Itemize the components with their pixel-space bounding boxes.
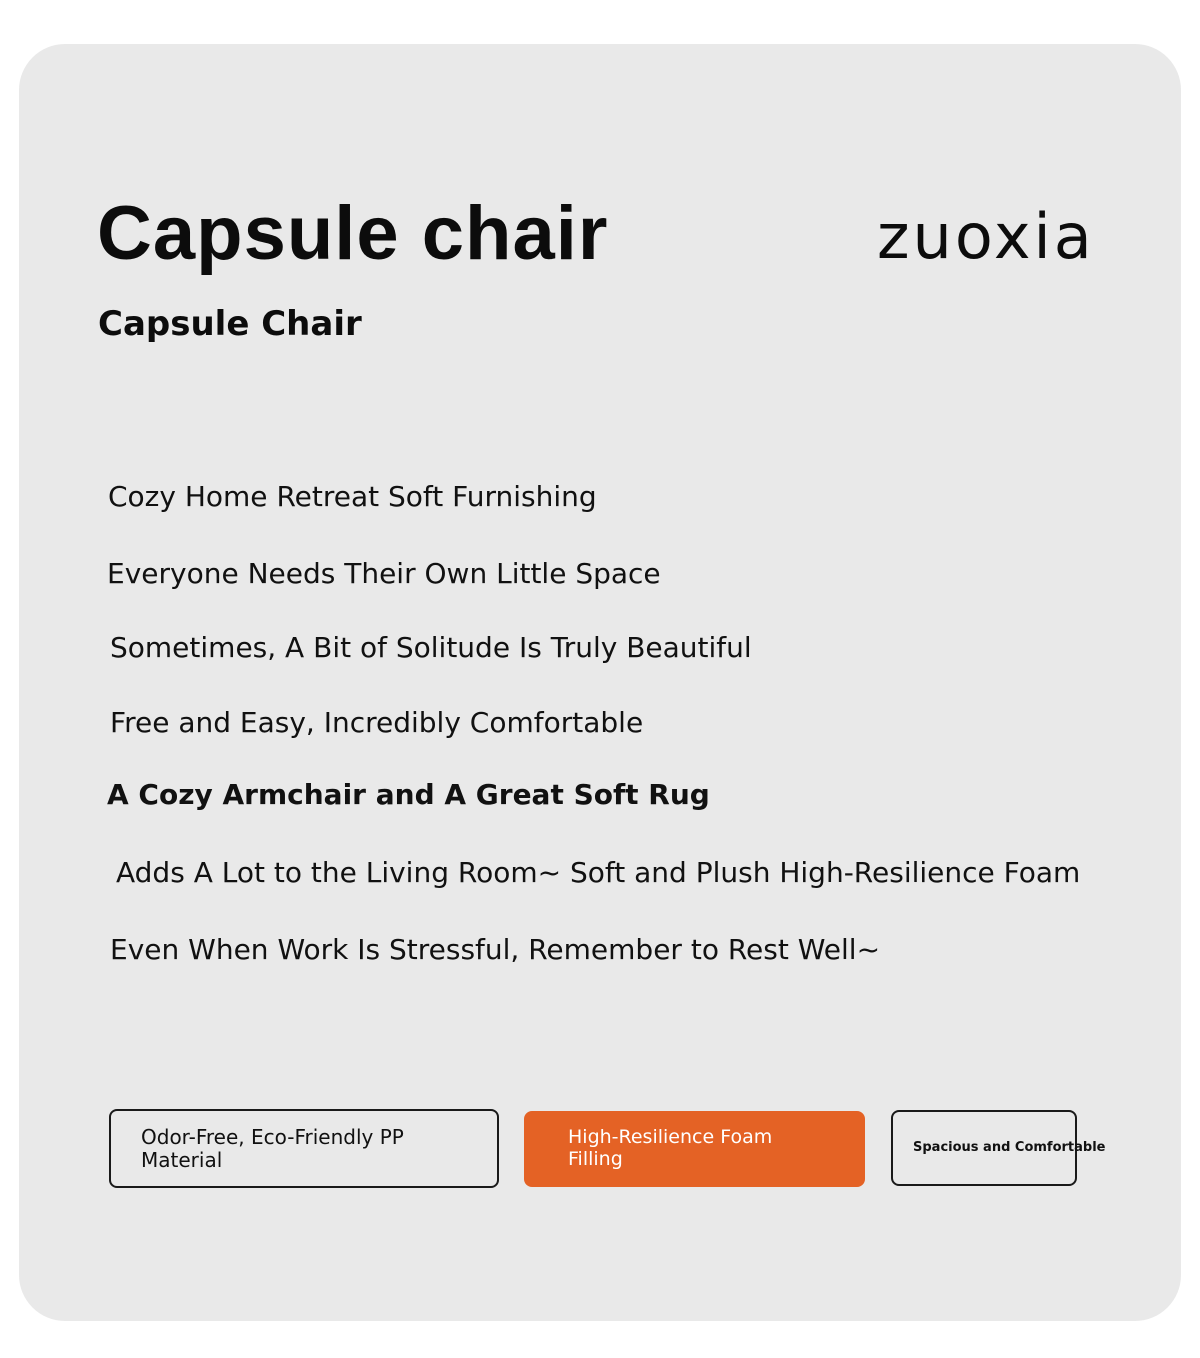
description-line: Even When Work Is Stressful, Remember to Rest Well~ [110, 933, 881, 966]
product-title: Capsule chair [97, 191, 609, 276]
description-line: A Cozy Armchair and A Great Soft Rug [107, 778, 710, 811]
feature-tag-label: Odor-Free, Eco-Friendly PP Material [141, 1124, 404, 1172]
product-subtitle: Capsule Chair [98, 304, 362, 344]
description-line: Free and Easy, Incredibly Comfortable [110, 706, 644, 739]
feature-tag-spacious [891, 1110, 1106, 1186]
feature-tag-label: High-Resilience Foam Filling [568, 1126, 773, 1170]
feature-tag-label: Spacious and Comfortable [913, 1139, 1106, 1155]
brand-logo: zuoxia [877, 200, 1095, 273]
feature-tag-material [109, 1109, 499, 1188]
description-line: Adds A Lot to the Living Room~ Soft and Plush High-Resilience Foam [116, 856, 1081, 889]
description-line: Cozy Home Retreat Soft Furnishing [108, 480, 597, 513]
description-line: Everyone Needs Their Own Little Space [107, 557, 661, 590]
feature-tag-foam [524, 1111, 865, 1187]
description-line: Sometimes, A Bit of Solitude Is Truly Beautiful [110, 631, 752, 664]
